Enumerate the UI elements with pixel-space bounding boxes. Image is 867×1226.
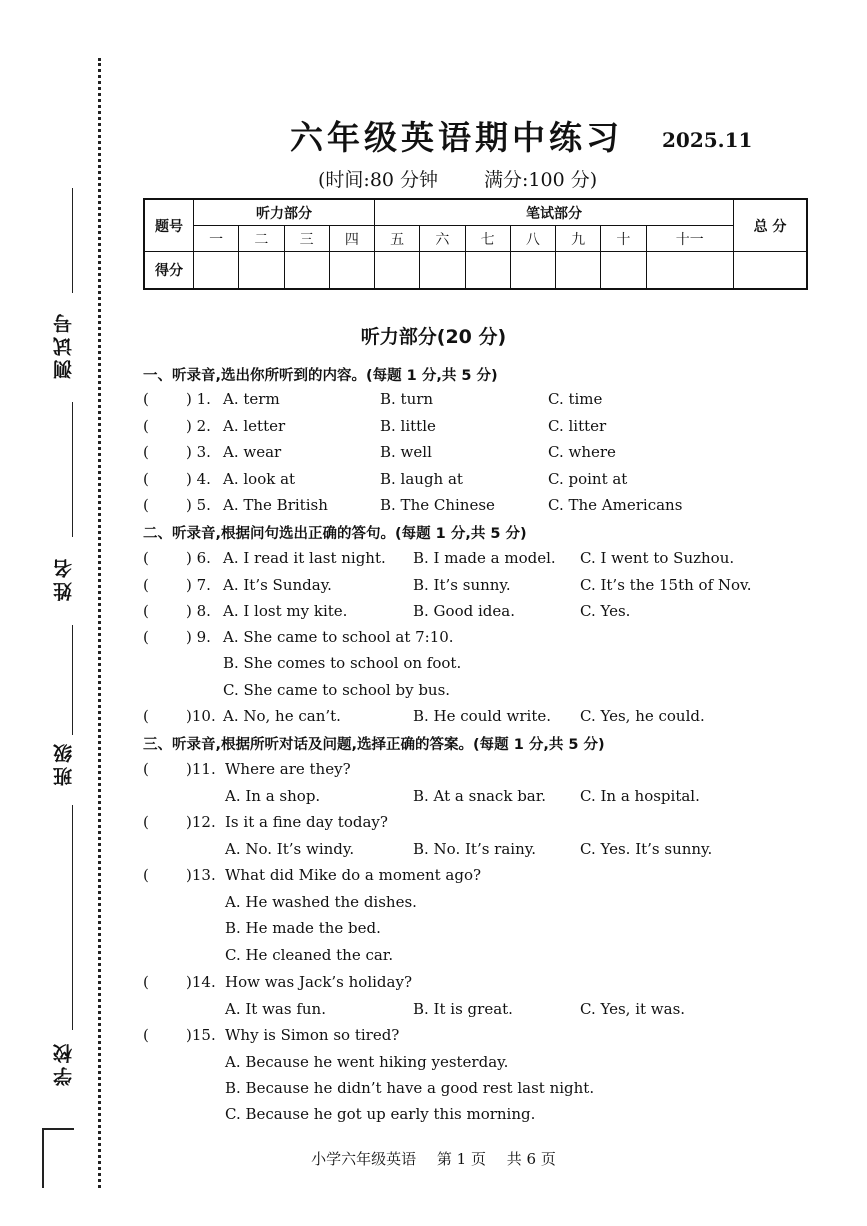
- numeral-cell: 三: [284, 226, 329, 252]
- total-score-header: 总 分: [734, 199, 808, 252]
- option-a: A. Because he went hiking yesterday.: [225, 1053, 509, 1071]
- option-a: A. I lost my kite.: [223, 602, 348, 620]
- answer-paren: (: [143, 470, 149, 488]
- listening-header: 听力部分: [194, 199, 375, 226]
- question-number: ) 2.: [186, 417, 211, 435]
- numeral-cell: 九: [556, 226, 601, 252]
- numeral-cell: 六: [420, 226, 465, 252]
- question-number: )11.: [186, 760, 216, 778]
- score-cell[interactable]: [375, 252, 420, 290]
- answer-paren: (: [143, 628, 149, 646]
- page-footer: [0, 1148, 867, 1169]
- question-number: )12.: [186, 813, 216, 831]
- option-c: C. Yes. It’s sunny.: [580, 840, 713, 858]
- numeral-cell: 七: [465, 226, 510, 252]
- question-text: Why is Simon so tired?: [225, 1026, 400, 1044]
- question-number: ) 1.: [186, 390, 211, 408]
- full-score-label: 满分:100 分): [484, 169, 598, 191]
- numeral-cell: 一: [194, 226, 239, 252]
- option-c: C. litter: [548, 417, 607, 435]
- option-b: B. laugh at: [380, 470, 463, 488]
- option-b: B. No. It’s rainy.: [413, 840, 536, 858]
- numeral-cell: 十: [601, 226, 646, 252]
- option-a: A. No, he can’t.: [223, 707, 341, 725]
- answer-paren: (: [143, 496, 149, 514]
- footer-subject: 小学六年级英语: [311, 1150, 417, 1168]
- side-rule-class: [72, 625, 73, 735]
- option-c: C. It’s the 15th of Nov.: [580, 576, 752, 594]
- numeral-cell: 十一: [646, 226, 734, 252]
- question-number: ) 5.: [186, 496, 211, 514]
- answer-paren: (: [143, 390, 149, 408]
- answer-paren: (: [143, 1026, 149, 1044]
- option-c: C. point at: [548, 470, 628, 488]
- option-c: C. In a hospital.: [580, 787, 700, 805]
- answer-paren: (: [143, 602, 149, 620]
- option-a: A. I read it last night.: [223, 549, 386, 567]
- option-b: B. He could write.: [413, 707, 552, 725]
- option-c: C. Yes, he could.: [580, 707, 705, 725]
- side-rule-school: [72, 805, 73, 1030]
- score-cell[interactable]: [194, 252, 239, 290]
- option-a: A. look at: [223, 470, 296, 488]
- side-rule-test-number: [72, 188, 73, 293]
- score-cell[interactable]: [329, 252, 374, 290]
- option-a: A. letter: [223, 417, 286, 435]
- side-label-school: 学校: [53, 1040, 75, 1086]
- side-rule-name: [72, 402, 73, 537]
- answer-paren: (: [143, 417, 149, 435]
- option-c: C. time: [548, 390, 603, 408]
- part2-instruction: 二、听录音,根据问句选出正确的答句。(每题 1 分,共 5 分): [143, 526, 527, 542]
- footer-page-number: 第 1 页: [436, 1150, 486, 1168]
- score-cell[interactable]: [601, 252, 646, 290]
- score-cell[interactable]: [284, 252, 329, 290]
- answer-paren: (: [143, 576, 149, 594]
- numeral-cell: 二: [239, 226, 284, 252]
- option-b: B. little: [380, 417, 436, 435]
- question-text: What did Mike do a moment ago?: [225, 866, 482, 884]
- option-c: C. He cleaned the car.: [225, 946, 394, 964]
- question-number-header: 题号: [144, 199, 194, 252]
- option-c: C. Yes.: [580, 602, 631, 620]
- footer-total-pages: 共 6 页: [506, 1150, 556, 1168]
- answer-paren: (: [143, 760, 149, 778]
- question-number: ) 9.: [186, 628, 211, 646]
- question-number: ) 7.: [186, 576, 211, 594]
- option-a: A. No. It’s windy.: [225, 840, 355, 858]
- listening-section-title: 听力部分(20 分): [360, 326, 507, 348]
- option-b: B. He made the bed.: [225, 919, 381, 937]
- score-cell[interactable]: [420, 252, 465, 290]
- question-number: ) 8.: [186, 602, 211, 620]
- answer-paren: (: [143, 813, 149, 831]
- score-row-label: 得分: [144, 252, 194, 290]
- option-c: C. where: [548, 443, 616, 461]
- score-cell[interactable]: [646, 252, 734, 290]
- score-cell[interactable]: [239, 252, 284, 290]
- option-b: B. It’s sunny.: [413, 576, 511, 594]
- question-number: ) 6.: [186, 549, 211, 567]
- option-a: A. The British: [223, 496, 328, 514]
- question-text: Where are they?: [225, 760, 351, 778]
- option-b: B. The Chinese: [380, 496, 495, 514]
- numeral-cell: 五: [375, 226, 420, 252]
- answer-paren: (: [143, 866, 149, 884]
- option-a: A. In a shop.: [225, 787, 321, 805]
- question-number: )13.: [186, 866, 216, 884]
- question-number: ) 4.: [186, 470, 211, 488]
- side-label-name: 姓名: [53, 555, 75, 601]
- option-c: C. Because he got up early this morning.: [225, 1105, 536, 1123]
- option-b: B. well: [380, 443, 432, 461]
- option-b: B. She comes to school on foot.: [223, 654, 462, 672]
- score-cell[interactable]: [510, 252, 555, 290]
- option-c: C. She came to school by bus.: [223, 681, 451, 699]
- option-a: A. She came to school at 7:10.: [223, 628, 454, 646]
- question-text: Is it a fine day today?: [225, 813, 388, 831]
- part1-instruction: 一、听录音,选出你所听到的内容。(每题 1 分,共 5 分): [143, 368, 498, 384]
- question-text: How was Jack’s holiday?: [225, 973, 412, 991]
- exam-date: 2025.11: [662, 128, 753, 152]
- option-b: B. At a snack bar.: [413, 787, 547, 805]
- option-a: A. He washed the dishes.: [225, 893, 417, 911]
- option-b: B. It is great.: [413, 1000, 513, 1018]
- score-table: [143, 198, 808, 290]
- question-number: )10.: [186, 707, 216, 725]
- side-corner-mark: [42, 1128, 74, 1130]
- numeral-cell: 八: [510, 226, 555, 252]
- side-label-class: 班级: [53, 740, 75, 786]
- side-label-test-number: 测试号: [53, 310, 75, 379]
- answer-paren: (: [143, 549, 149, 567]
- option-b: B. I made a model.: [413, 549, 556, 567]
- numeral-cell: 四: [329, 226, 374, 252]
- answer-paren: (: [143, 973, 149, 991]
- binding-dotted-line: [98, 58, 101, 1188]
- score-cell[interactable]: [556, 252, 601, 290]
- exam-info: [318, 165, 643, 192]
- question-number: )14.: [186, 973, 216, 991]
- part3-instruction: 三、听录音,根据所听对话及问题,选择正确的答案。(每题 1 分,共 5 分): [143, 737, 605, 753]
- total-score-cell[interactable]: [734, 252, 808, 290]
- writing-header: 笔试部分: [375, 199, 734, 226]
- option-b: B. Because he didn’t have a good rest last night.: [225, 1079, 595, 1097]
- option-b: B. turn: [380, 390, 434, 408]
- option-c: C. The Americans: [548, 496, 683, 514]
- option-a: A. It was fun.: [225, 1000, 326, 1018]
- score-cell[interactable]: [465, 252, 510, 290]
- option-c: C. I went to Suzhou.: [580, 549, 735, 567]
- answer-paren: (: [143, 443, 149, 461]
- option-a: A. term: [223, 390, 280, 408]
- option-a: A. It’s Sunday.: [223, 576, 332, 594]
- question-number: ) 3.: [186, 443, 211, 461]
- option-a: A. wear: [223, 443, 282, 461]
- exam-title: 六年级英语期中练习: [290, 118, 623, 157]
- question-number: )15.: [186, 1026, 216, 1044]
- option-c: C. Yes, it was.: [580, 1000, 686, 1018]
- answer-paren: (: [143, 707, 149, 725]
- option-b: B. Good idea.: [413, 602, 515, 620]
- time-label: (时间:80 分钟: [318, 169, 439, 191]
